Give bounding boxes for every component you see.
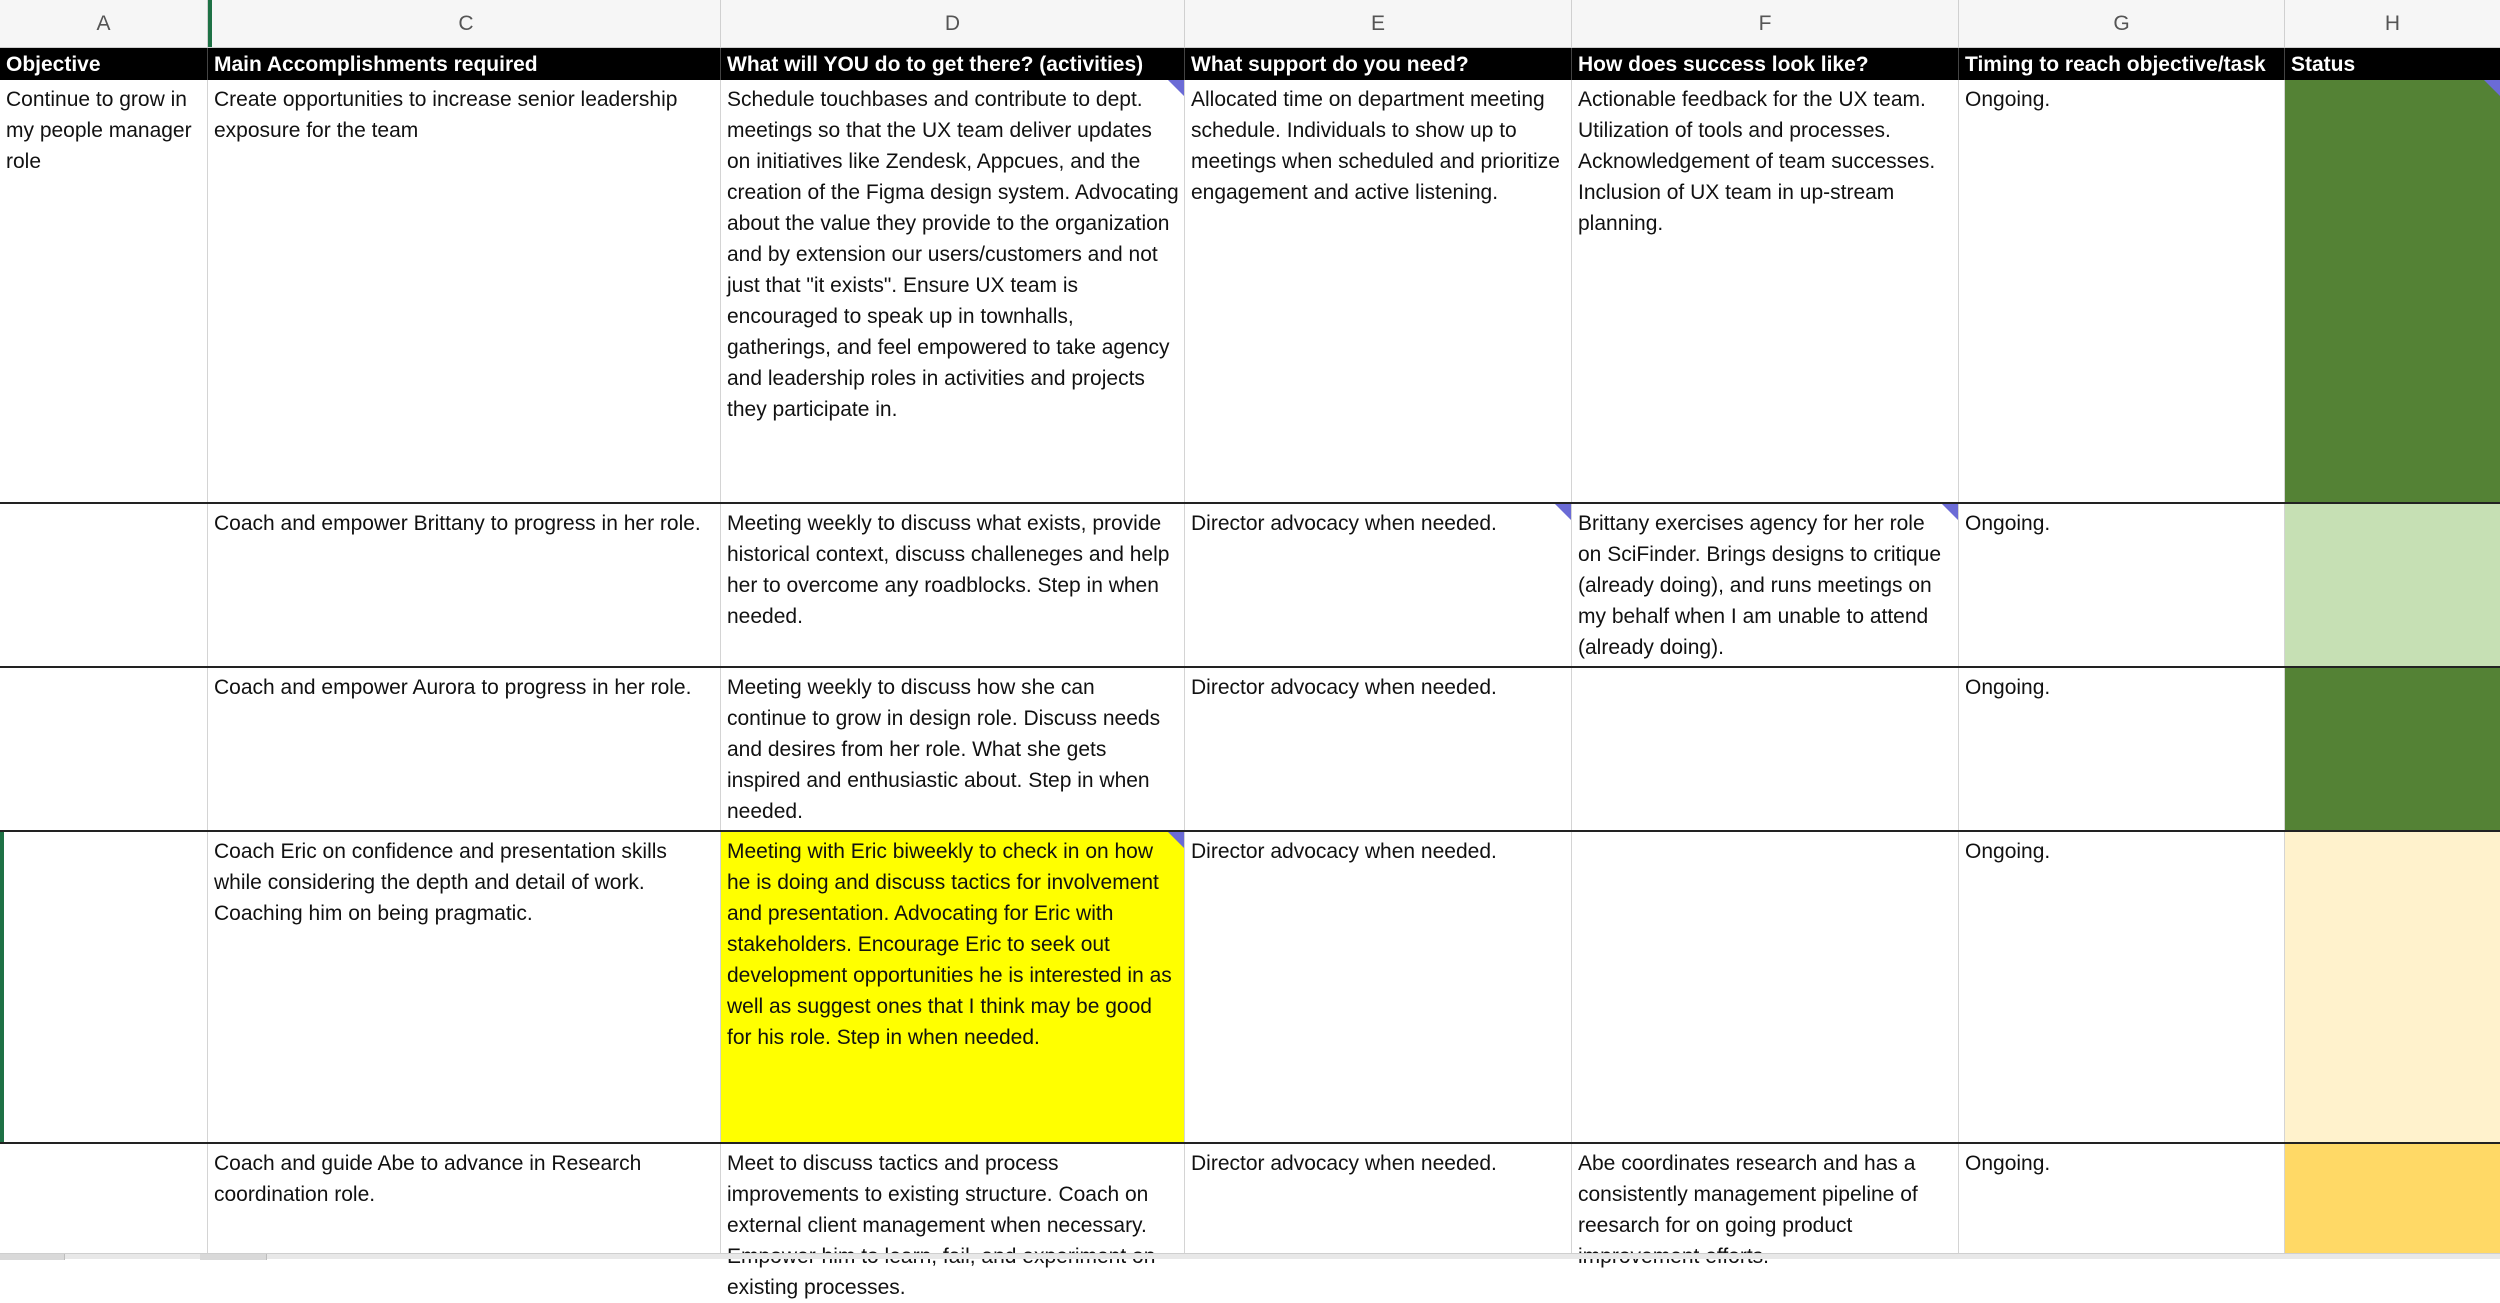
header-status[interactable]: Status bbox=[2291, 53, 2356, 76]
comment-indicator-icon[interactable] bbox=[2484, 80, 2500, 96]
cell-success[interactable]: Actionable feedback for the UX team. Utilization of tools and processes. Acknowledgement of team successes. Inclusion of UX team in up-stream planning. bbox=[1572, 80, 1959, 502]
cell-support[interactable]: Director advocacy when needed. bbox=[1185, 832, 1572, 1142]
comment-indicator-icon[interactable] bbox=[1942, 504, 1958, 520]
table-header-row bbox=[0, 48, 2500, 80]
cell-status[interactable] bbox=[2285, 668, 2500, 830]
header-objective[interactable]: Objective bbox=[0, 48, 208, 80]
cell-accomplishments[interactable]: Coach Eric on confidence and presentation skills while considering the depth and detail of work. Coaching him on being pragmatic. bbox=[208, 832, 721, 1142]
cell-objective[interactable]: Continue to grow in my people manager role bbox=[0, 80, 208, 502]
header-activities[interactable]: What will YOU do to get there? (activities) bbox=[721, 48, 1185, 80]
cell-status[interactable] bbox=[2285, 504, 2500, 666]
cell-support[interactable]: Director advocacy when needed. bbox=[1185, 668, 1572, 830]
column-header-h[interactable]: H bbox=[2384, 12, 2401, 35]
cell-status[interactable] bbox=[2285, 80, 2500, 502]
cell-status[interactable] bbox=[2285, 1144, 2500, 1253]
cell-accomplishments[interactable]: Coach and empower Aurora to progress in her role. bbox=[208, 668, 721, 830]
cell-activities-text: Meeting with Eric biweekly to check in on how he is doing and discuss tactics for involvement and presentation. Advocating for Eric with stakeholders. Encourage Eric to seek out development opportunities he is interested in as well as suggest ones that I think may be good for his role. Step in when needed. bbox=[727, 840, 1172, 1049]
column-header-f[interactable]: F bbox=[1572, 0, 1959, 47]
table-row bbox=[0, 668, 2500, 830]
header-accomplishments[interactable]: Main Accomplishments required bbox=[208, 48, 721, 80]
table-row bbox=[0, 1144, 2500, 1299]
table-row bbox=[0, 80, 2500, 502]
cell-support[interactable]: Director advocacy when needed. bbox=[1185, 1144, 1572, 1253]
cell-success[interactable] bbox=[1572, 504, 1959, 666]
cell-success[interactable] bbox=[1572, 832, 1959, 1142]
cell-support[interactable]: Allocated time on department meeting schedule. Individuals to show up to meetings when scheduled and prioritize engagement and active listening. bbox=[1185, 80, 1572, 502]
cell-timing[interactable]: Ongoing. bbox=[1959, 1144, 2285, 1253]
table-row bbox=[0, 504, 2500, 666]
cell-status[interactable] bbox=[2285, 832, 2500, 1142]
column-header-g[interactable]: G bbox=[1959, 0, 2285, 47]
cell-objective[interactable] bbox=[0, 1144, 208, 1253]
column-header-bar bbox=[0, 0, 2500, 48]
cell-accomplishments[interactable]: Coach and empower Brittany to progress in her role. bbox=[208, 504, 721, 666]
cell-activities[interactable]: Meet to discuss tactics and process improvements to existing structure. Coach on external client management when necessary. existing processes. bbox=[721, 1144, 1185, 1253]
cell-support-text: Director advocacy when needed. bbox=[1191, 512, 1497, 535]
cell-accomplishments[interactable]: Coach and guide Abe to advance in Research coordination role. bbox=[208, 1144, 721, 1253]
cell-activities[interactable] bbox=[721, 832, 1185, 1142]
sheet-tab[interactable] bbox=[0, 1254, 65, 1260]
cell-success[interactable] bbox=[1572, 668, 1959, 830]
column-header-c[interactable]: C bbox=[208, 0, 721, 47]
cell-timing[interactable]: Ongoing. bbox=[1959, 668, 2285, 830]
row-selection-indicator bbox=[0, 832, 4, 1142]
cell-objective[interactable] bbox=[0, 668, 208, 830]
column-header-d[interactable]: D bbox=[721, 0, 1185, 47]
cell-activities[interactable]: Meeting weekly to discuss what exists, provide historical context, discuss challeneges and help her to overcome any roadblocks. Step in when needed. bbox=[721, 504, 1185, 666]
header-success[interactable]: How does success look like? bbox=[1572, 48, 1959, 80]
cell-timing[interactable]: Ongoing. bbox=[1959, 832, 2285, 1142]
comment-indicator-icon[interactable] bbox=[1168, 832, 1184, 848]
sheet-tab[interactable] bbox=[200, 1254, 267, 1260]
cell-success[interactable]: Abe coordinates research and has a consistently management pipeline of reesarch for on going product bbox=[1572, 1144, 1959, 1253]
cell-accomplishments[interactable]: Create opportunities to increase senior leadership exposure for the team bbox=[208, 80, 721, 502]
cell-activities-text: Schedule touchbases and contribute to dept. meetings so that the UX team deliver updates on initiatives like Zendesk, Appcues, and the creation of the Figma design system. Advocating about the value they provide to the organization and by extension our users/customers and not just that "it exists". Ensure UX team is encouraged to speak up in townhalls, gatherings, and feel empowered to take agency and leadership roles in activities and projects they participate in. bbox=[727, 88, 1179, 421]
cell-timing[interactable]: Ongoing. bbox=[1959, 504, 2285, 666]
column-header-a[interactable]: A bbox=[0, 0, 208, 47]
cell-objective[interactable] bbox=[0, 832, 208, 1142]
cell-timing[interactable]: Ongoing. bbox=[1959, 80, 2285, 502]
cell-activities[interactable]: Meeting weekly to discuss how she can continue to grow in design role. Discuss needs and desires from her role. What she gets inspired and enthusiastic about. Step in when needed. bbox=[721, 668, 1185, 830]
cell-support[interactable] bbox=[1185, 504, 1572, 666]
sheet-tab-bar bbox=[0, 1253, 2500, 1259]
cell-success-text: Brittany exercises agency for her role on SciFinder. Brings designs to critique (already doing), and runs meetings on my behalf when I am unable to attend (already doing). bbox=[1578, 512, 1942, 659]
comment-indicator-icon[interactable] bbox=[1168, 80, 1184, 96]
header-timing[interactable]: Timing to reach objective/task bbox=[1959, 48, 2285, 80]
header-support[interactable]: What support do you need? bbox=[1185, 48, 1572, 80]
cell-activities[interactable] bbox=[721, 80, 1185, 502]
table-row bbox=[0, 832, 2500, 1142]
comment-indicator-icon[interactable] bbox=[1555, 504, 1571, 520]
column-header-e[interactable]: E bbox=[1185, 0, 1572, 47]
cell-objective[interactable] bbox=[0, 504, 208, 666]
